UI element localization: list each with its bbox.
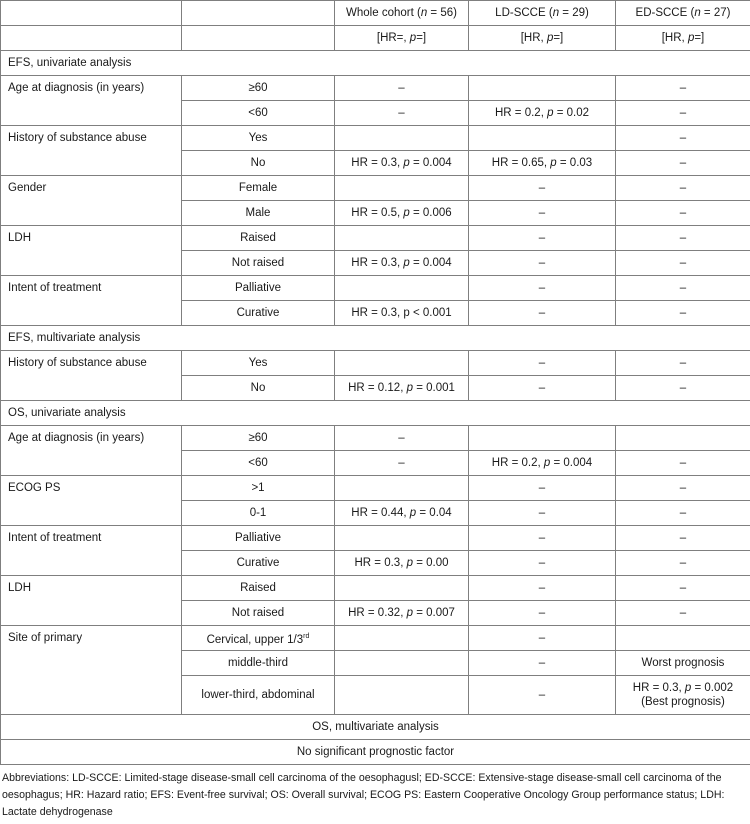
ld-scce-value: – (469, 276, 616, 301)
ed-scce-value: – (616, 501, 750, 526)
table-row (1, 276, 750, 301)
whole-cohort-value: HR = 0.3, p = 0.004 (335, 251, 469, 276)
whole-cohort-value: – (335, 76, 469, 101)
category-cell: ≥60 (182, 76, 335, 101)
ed-scce-value: – (616, 551, 750, 576)
ed-scce-value: – (616, 126, 750, 151)
ld-scce-value: – (469, 301, 616, 326)
whole-cohort-value: – (335, 451, 469, 476)
whole-cohort-value (335, 176, 469, 201)
table-row (1, 626, 750, 651)
ed-scce-value (616, 426, 750, 451)
ld-scce-value: – (469, 551, 616, 576)
factor-label: History of substance abuse (1, 126, 182, 176)
whole-cohort-value (335, 126, 469, 151)
whole-cohort-value (335, 626, 469, 651)
ed-scce-value: – (616, 451, 750, 476)
whole-cohort-value: – (335, 426, 469, 451)
whole-cohort-value: HR = 0.3, p = 0.004 (335, 151, 469, 176)
category-cell: No (182, 376, 335, 401)
ld-scce-value: HR = 0.2, p = 0.02 (469, 101, 616, 126)
header-cell: LD-SCCE (n = 29) (469, 1, 616, 26)
ed-scce-value: – (616, 601, 750, 626)
category-cell: Yes (182, 351, 335, 376)
whole-cohort-value (335, 651, 469, 676)
category-cell: Raised (182, 226, 335, 251)
ld-scce-value: – (469, 501, 616, 526)
whole-cohort-value (335, 276, 469, 301)
ed-scce-value: – (616, 276, 750, 301)
ed-scce-value: – (616, 226, 750, 251)
whole-cohort-value (335, 526, 469, 551)
factor-label: Age at diagnosis (in years) (1, 426, 182, 476)
ld-scce-value: – (469, 201, 616, 226)
ed-scce-value: – (616, 101, 750, 126)
ed-scce-value: HR = 0.3, p = 0.002 (Best prognosis) (616, 676, 750, 715)
header-row (1, 26, 750, 51)
table-row (1, 76, 750, 101)
section-title-row (1, 326, 750, 351)
ed-scce-value: – (616, 576, 750, 601)
ed-scce-value: – (616, 201, 750, 226)
whole-cohort-value: HR = 0.32, p = 0.007 (335, 601, 469, 626)
factor-label: LDH (1, 226, 182, 276)
header-row (1, 1, 750, 26)
section-title-row (1, 51, 750, 76)
factor-label: Site of primary (1, 626, 182, 715)
footer-row (1, 715, 750, 740)
whole-cohort-value: HR = 0.5, p = 0.006 (335, 201, 469, 226)
ld-scce-value: – (469, 251, 616, 276)
ed-scce-value: – (616, 76, 750, 101)
whole-cohort-value: HR = 0.3, p < 0.001 (335, 301, 469, 326)
whole-cohort-value: HR = 0.12, p = 0.001 (335, 376, 469, 401)
category-cell: >1 (182, 476, 335, 501)
factor-label: Intent of treatment (1, 526, 182, 576)
ld-scce-value: – (469, 376, 616, 401)
whole-cohort-value: HR = 0.3, p = 0.00 (335, 551, 469, 576)
ld-scce-value: – (469, 626, 616, 651)
whole-cohort-value (335, 226, 469, 251)
whole-cohort-value (335, 576, 469, 601)
footer-row (1, 740, 750, 765)
ed-scce-value: Worst prognosis (616, 651, 750, 676)
category-cell: Male (182, 201, 335, 226)
category-cell: Yes (182, 126, 335, 151)
factor-label: Intent of treatment (1, 276, 182, 326)
table-row (1, 426, 750, 451)
factor-label: Gender (1, 176, 182, 226)
ld-scce-value: – (469, 651, 616, 676)
ed-scce-value: – (616, 176, 750, 201)
whole-cohort-value: – (335, 101, 469, 126)
category-cell: lower-third, abdominal (182, 676, 335, 715)
header-cell: ED-SCCE (n = 27) (616, 1, 750, 26)
category-cell: Not raised (182, 601, 335, 626)
ld-scce-value: – (469, 226, 616, 251)
table-row (1, 476, 750, 501)
ed-scce-value: – (616, 476, 750, 501)
ld-scce-value: – (469, 526, 616, 551)
factor-label: ECOG PS (1, 476, 182, 526)
ld-scce-value (469, 426, 616, 451)
ed-scce-value: – (616, 251, 750, 276)
category-cell: Cervical, upper 1/3rd (182, 626, 335, 651)
whole-cohort-value (335, 351, 469, 376)
whole-cohort-value (335, 676, 469, 715)
table-row (1, 126, 750, 151)
ld-scce-value: – (469, 601, 616, 626)
header-cell (1, 1, 182, 26)
whole-cohort-value: HR = 0.44, p = 0.04 (335, 501, 469, 526)
category-cell: 0-1 (182, 501, 335, 526)
category-cell: No (182, 151, 335, 176)
header-cell (1, 26, 182, 51)
footer-cell: OS, multivariate analysis (1, 715, 750, 740)
category-cell: <60 (182, 101, 335, 126)
category-cell: ≥60 (182, 426, 335, 451)
header-cell: [HR=, p=] (335, 26, 469, 51)
ld-scce-value: – (469, 576, 616, 601)
ed-scce-value: – (616, 301, 750, 326)
table-row (1, 351, 750, 376)
ld-scce-value (469, 76, 616, 101)
footer-cell: No significant prognostic factor (1, 740, 750, 765)
table-row (1, 176, 750, 201)
category-cell: Curative (182, 551, 335, 576)
note-label: Abbreviations (2, 772, 67, 784)
factor-label: LDH (1, 576, 182, 626)
header-cell (182, 26, 335, 51)
category-cell: Palliative (182, 276, 335, 301)
ed-scce-value: – (616, 351, 750, 376)
ld-scce-value: – (469, 676, 616, 715)
section-title: EFS, multivariate analysis (1, 326, 750, 351)
category-cell: Palliative (182, 526, 335, 551)
category-cell: Female (182, 176, 335, 201)
note-text: : LD-SCCE: Limited-stage disease-small cell carcinoma of the oesophagusl; ED-SCCE: Extensive-stage disease-small cell carcinoma of the oesophagus; HR: Hazard ratio; EFS: Event-free survival; OS: Overall survival; ECOG PS: Eastern Cooperative Oncology Group performance status; LDH: Lactate dehydrogenase (2, 772, 725, 818)
category-cell: middle-third (182, 651, 335, 676)
section-title-row (1, 401, 750, 426)
header-cell (182, 1, 335, 26)
ed-scce-value: – (616, 526, 750, 551)
category-cell: Not raised (182, 251, 335, 276)
table-row (1, 526, 750, 551)
table-row (1, 226, 750, 251)
section-title: OS, univariate analysis (1, 401, 750, 426)
header-cell: [HR, p=] (616, 26, 750, 51)
table-row (1, 576, 750, 601)
ed-scce-value: – (616, 376, 750, 401)
ld-scce-value: HR = 0.65, p = 0.03 (469, 151, 616, 176)
factor-label: History of substance abuse (1, 351, 182, 401)
header-cell: [HR, p=] (469, 26, 616, 51)
section-title: EFS, univariate analysis (1, 51, 750, 76)
ld-scce-value: – (469, 176, 616, 201)
category-cell: <60 (182, 451, 335, 476)
category-cell: Raised (182, 576, 335, 601)
ed-scce-value (616, 626, 750, 651)
header-cell: Whole cohort (n = 56) (335, 1, 469, 26)
category-cell: Curative (182, 301, 335, 326)
ed-scce-value: – (616, 151, 750, 176)
abbreviations-note (2, 770, 746, 821)
ld-scce-value (469, 126, 616, 151)
whole-cohort-value (335, 476, 469, 501)
ld-scce-value: HR = 0.2, p = 0.004 (469, 451, 616, 476)
ld-scce-value: – (469, 476, 616, 501)
ld-scce-value: – (469, 351, 616, 376)
factor-label: Age at diagnosis (in years) (1, 76, 182, 126)
